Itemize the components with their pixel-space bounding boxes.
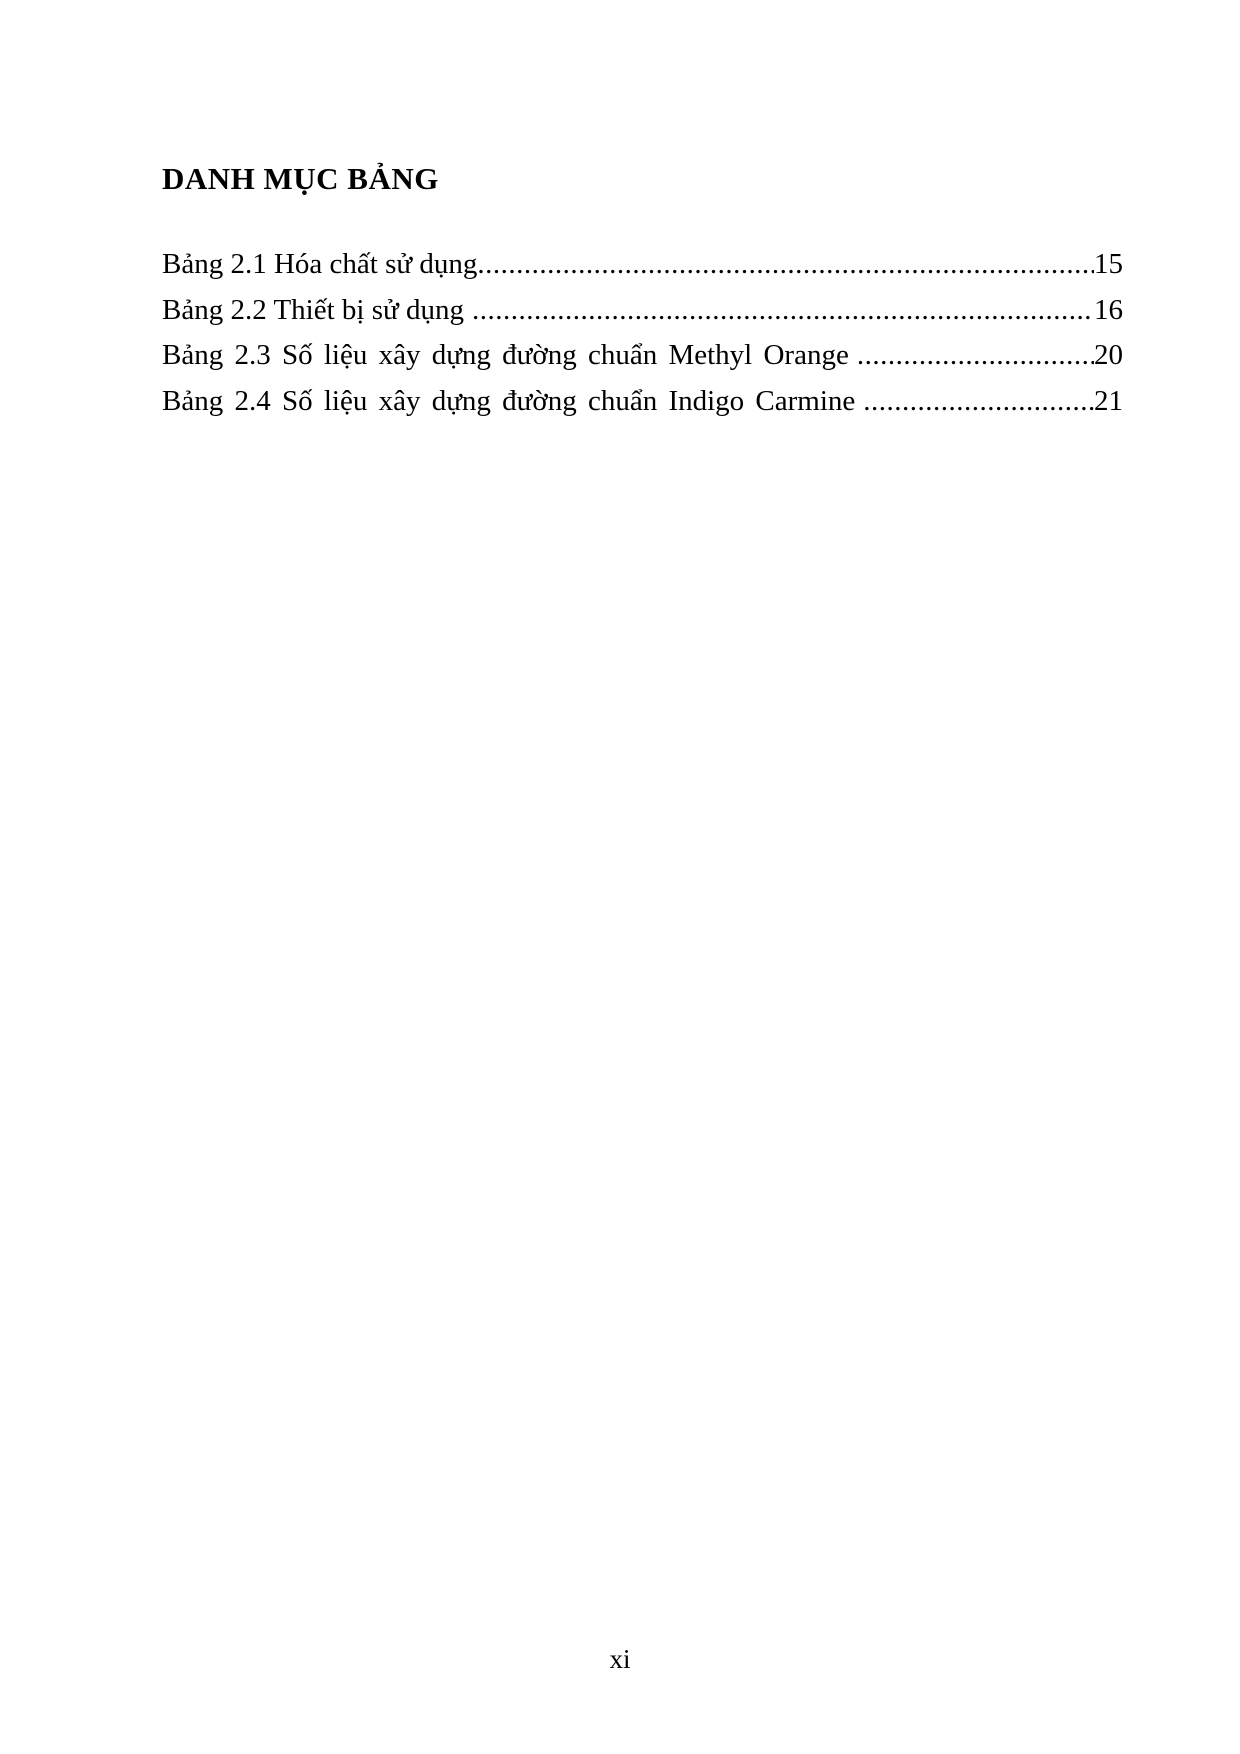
dot-leader [863,379,1094,425]
toc-entry-label: Bảng 2.2 Thiết bị sử dụng [162,293,464,326]
page-title: DANH MỤC BẢNG [162,160,439,196]
dot-leader [857,333,1094,379]
toc-entry-label: Bảng 2.1 Hóa chất sử dụng [162,248,478,280]
toc-entry-page-number: 21 [1094,384,1123,417]
toc-entry-label: Bảng 2.3 Số liệu xây dựng đường chuẩn Methyl Orange [162,339,849,371]
footer-page-number: xi [609,1644,631,1674]
toc-entry[interactable] [162,379,1123,425]
toc-entry-label: Bảng 2.4 Số liệu xây dựng đường chuẩn Indigo Carmine [162,384,856,417]
toc-entry[interactable] [162,288,1123,334]
toc-entry[interactable] [162,333,1123,379]
dot-leader [477,242,1094,288]
dot-leader [472,288,1094,334]
toc-entry[interactable] [162,242,1123,288]
toc-entry-page-number: 20 [1094,339,1123,371]
toc-entry-page-number: 15 [1094,248,1123,280]
table-of-contents [162,242,1123,424]
toc-entry-page-number: 16 [1094,293,1123,326]
